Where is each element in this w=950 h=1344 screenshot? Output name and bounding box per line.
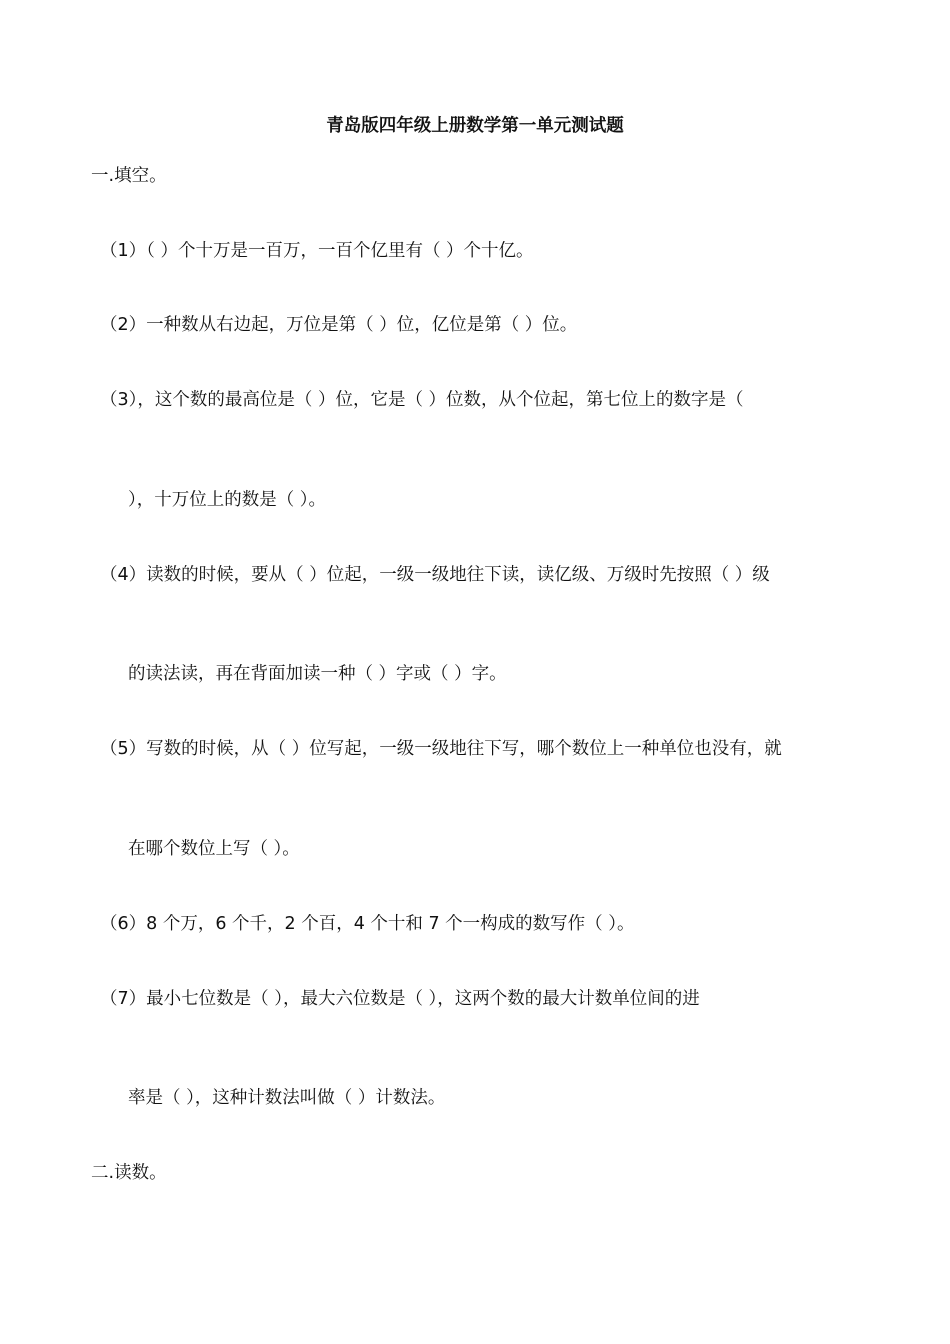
- question-1: （1）（ ）个十万是一百万，一百个亿里有（ ）个十亿。: [100, 241, 534, 261]
- question-6: （6）8 个万，6 个千，2 个百，4 个十和 7 个一构成的数写作（ ）。: [100, 914, 635, 934]
- question-7-line-2: 率是（ ），这种计数法叫做（ ）计数法。: [128, 1088, 446, 1108]
- question-7-line-1: （7）最小七位数是（ ），最大六位数是（ ），这两个数的最大计数单位间的进: [100, 989, 700, 1009]
- question-5-line-2: 在哪个数位上写（ ）。: [128, 839, 300, 859]
- section-heading-fill-in: 一.填空。: [91, 166, 167, 186]
- section-heading-read-numbers: 二.读数。: [91, 1163, 167, 1183]
- question-2: （2）一种数从右边起，万位是第（ ）位，亿位是第（ ）位。: [100, 315, 578, 335]
- question-3-line-1: （3），这个数的最高位是（ ）位，它是（ ）位数，从个位起，第七位上的数字是（: [100, 390, 744, 410]
- document-title: 青岛版四年级上册数学第一单元测试题: [326, 116, 624, 136]
- question-5-line-1: （5）写数的时候，从（ ）位写起，一级一级地往下写，哪个数位上一种单位也没有，就: [100, 739, 782, 759]
- question-4-line-1: （4）读数的时候，要从（ ）位起，一级一级地往下读，读亿级、万级时先按照（ ）级: [100, 565, 770, 585]
- question-3-line-2: ），十万位上的数是（ ）。: [128, 490, 327, 510]
- question-4-line-2: 的读法读，再在背面加读一种（ ）字或（ ）字。: [128, 664, 507, 684]
